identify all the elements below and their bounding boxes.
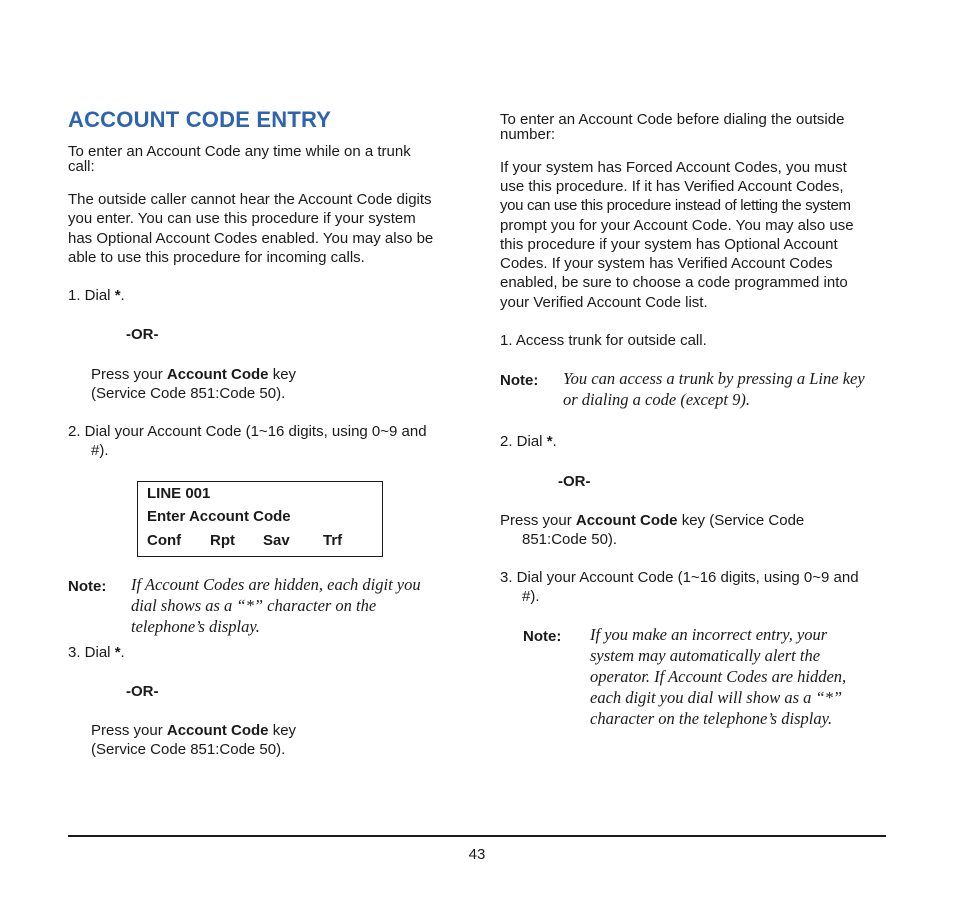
right-step-3-line-2: #). <box>522 588 540 605</box>
left-or-2: -OR- <box>126 683 159 700</box>
page-title: ACCOUNT CODE ENTRY <box>68 107 332 132</box>
right-desc-line-1: If your system has Forced Account Codes, you must <box>500 159 847 176</box>
right-step-2: 2. Dial *. <box>500 433 557 450</box>
softkey-conf: Conf <box>147 532 182 549</box>
right-press-service-code: 851:Code 50). <box>522 531 618 548</box>
left-desc-line-3: has Optional Account Codes enabled. You may also be <box>68 230 434 247</box>
right-desc-line-2: use this procedure. If it has Verified Account Codes, <box>500 178 844 195</box>
right-desc-line-4: prompt you for your Account Code. You may also use <box>500 217 854 234</box>
left-desc-line-4: able to use this procedure for incoming calls. <box>68 249 365 266</box>
right-note-2-line-4: each digit you dial will show as a “*” <box>590 688 843 707</box>
left-intro-line-1: To enter an Account Code any time while on a trunk <box>68 143 411 160</box>
right-desc-line-7: enabled, be sure to choose a code programmed into <box>500 274 848 291</box>
right-desc-line-5: this procedure if your system has Optional Account <box>500 236 838 253</box>
right-intro-line-1: To enter an Account Code before dialing the outside <box>500 111 845 128</box>
softkey-sav: Sav <box>263 532 290 549</box>
left-press-2-service-code: (Service Code 851:Code 50). <box>91 741 286 758</box>
right-desc-line-6: Codes. If your system has Verified Account Codes <box>500 255 833 272</box>
display-line-2: Enter Account Code <box>147 508 291 525</box>
right-desc-line-8: your Verified Account Code list. <box>500 294 708 311</box>
right-desc-line-3: you can use this procedure instead of letting the system <box>500 197 851 214</box>
display-line-1: LINE 001 <box>147 485 211 502</box>
left-desc-line-1: The outside caller cannot hear the Account Code digits <box>68 191 432 208</box>
softkey-trf: Trf <box>323 532 343 549</box>
right-note-2-label: Note: <box>523 628 562 645</box>
left-press-1: Press your Account Code key <box>91 366 297 383</box>
right-note-2-line-1: If you make an incorrect entry, your <box>590 625 828 644</box>
right-press: Press your Account Code key (Service Code <box>500 512 805 529</box>
right-step-1: 1. Access trunk for outside call. <box>500 332 707 349</box>
left-desc-line-2: you enter. You can use this procedure if your system <box>68 210 416 227</box>
left-note-line-1: If Account Codes are hidden, each digit you <box>131 575 421 594</box>
left-or-1: -OR- <box>126 326 159 343</box>
left-step-3: 3. Dial *. <box>68 644 125 661</box>
softkey-rpt: Rpt <box>210 532 235 549</box>
page-number: 43 <box>468 846 486 863</box>
right-or-1: -OR- <box>558 473 591 490</box>
left-intro-line-2: call: <box>68 158 95 175</box>
right-note-2-line-5: character on the telephone’s display. <box>590 709 833 728</box>
left-step-2-line-2: #). <box>91 442 109 459</box>
left-step-1: 1. Dial *. <box>68 287 125 304</box>
left-press-1-service-code: (Service Code 851:Code 50). <box>91 385 286 402</box>
right-note-2-line-2: system may automatically alert the <box>590 646 821 665</box>
right-intro-line-2: number: <box>500 126 556 143</box>
left-press-2: Press your Account Code key <box>91 722 297 739</box>
left-note-line-2: dial shows as a “*” character on the <box>131 596 377 615</box>
left-note-line-3: telephone’s display. <box>131 617 260 636</box>
right-note-1-label: Note: <box>500 372 539 389</box>
right-note-2-line-3: operator. If Account Codes are hidden, <box>590 667 847 686</box>
footer-divider <box>68 835 886 837</box>
left-note-label: Note: <box>68 578 107 595</box>
right-step-3-line-1: 3. Dial your Account Code (1~16 digits, using 0~9 and <box>500 569 859 586</box>
left-step-2-line-1: 2. Dial your Account Code (1~16 digits, using 0~9 and <box>68 423 427 440</box>
right-note-1-line-2: or dialing a code (except 9). <box>563 390 750 409</box>
telephone-display <box>137 481 383 557</box>
right-note-1-line-1: You can access a trunk by pressing a Line key <box>563 369 865 388</box>
